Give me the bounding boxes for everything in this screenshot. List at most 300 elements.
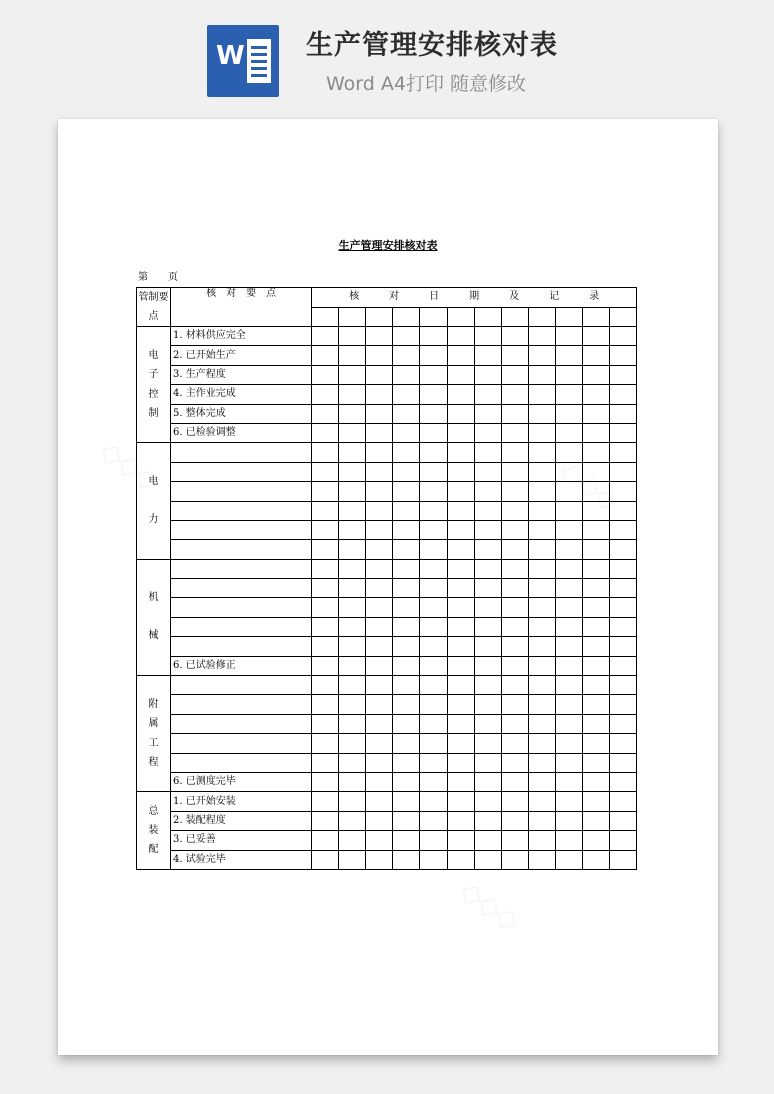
record-cell[interactable] <box>420 423 447 442</box>
record-cell[interactable] <box>366 772 393 791</box>
record-cell[interactable] <box>474 772 501 791</box>
record-cell[interactable] <box>366 559 393 578</box>
check-item-cell[interactable]: 4. 试验完毕 <box>171 850 312 869</box>
record-cell[interactable] <box>339 365 366 384</box>
record-cell[interactable] <box>609 734 636 753</box>
record-cell[interactable] <box>555 792 582 811</box>
record-cell[interactable] <box>528 831 555 850</box>
check-item-cell[interactable]: 2. 装配程度 <box>171 811 312 830</box>
record-cell[interactable] <box>420 385 447 404</box>
date-header-cell[interactable] <box>528 307 555 327</box>
check-item-cell[interactable] <box>171 559 312 578</box>
record-cell[interactable] <box>393 811 420 830</box>
date-header-cell[interactable] <box>420 307 447 327</box>
record-cell[interactable] <box>312 792 339 811</box>
record-cell[interactable] <box>501 598 528 617</box>
record-cell[interactable] <box>555 637 582 656</box>
record-cell[interactable] <box>555 734 582 753</box>
record-cell[interactable] <box>393 714 420 733</box>
record-cell[interactable] <box>555 617 582 636</box>
record-cell[interactable] <box>609 850 636 869</box>
record-cell[interactable] <box>555 423 582 442</box>
record-cell[interactable] <box>609 676 636 695</box>
record-cell[interactable] <box>555 695 582 714</box>
record-cell[interactable] <box>474 423 501 442</box>
record-cell[interactable] <box>555 850 582 869</box>
record-cell[interactable] <box>393 559 420 578</box>
record-cell[interactable] <box>474 443 501 462</box>
record-cell[interactable] <box>555 385 582 404</box>
record-cell[interactable] <box>474 811 501 830</box>
record-cell[interactable] <box>393 540 420 559</box>
record-cell[interactable] <box>501 346 528 365</box>
record-cell[interactable] <box>339 676 366 695</box>
record-cell[interactable] <box>582 617 609 636</box>
record-cell[interactable] <box>582 753 609 772</box>
record-cell[interactable] <box>339 559 366 578</box>
record-cell[interactable] <box>447 676 474 695</box>
record-cell[interactable] <box>420 792 447 811</box>
check-item-cell[interactable] <box>171 443 312 462</box>
record-cell[interactable] <box>528 579 555 598</box>
record-cell[interactable] <box>393 695 420 714</box>
date-header-cell[interactable] <box>474 307 501 327</box>
check-item-cell[interactable]: 3. 生产程度 <box>171 365 312 384</box>
record-cell[interactable] <box>501 772 528 791</box>
record-cell[interactable] <box>474 327 501 346</box>
date-header-cell[interactable] <box>582 307 609 327</box>
record-cell[interactable] <box>582 327 609 346</box>
record-cell[interactable] <box>312 772 339 791</box>
record-cell[interactable] <box>339 598 366 617</box>
record-cell[interactable] <box>582 676 609 695</box>
record-cell[interactable] <box>339 714 366 733</box>
record-cell[interactable] <box>339 404 366 423</box>
record-cell[interactable] <box>312 637 339 656</box>
record-cell[interactable] <box>447 443 474 462</box>
record-cell[interactable] <box>501 734 528 753</box>
record-cell[interactable] <box>393 617 420 636</box>
record-cell[interactable] <box>393 482 420 501</box>
record-cell[interactable] <box>420 540 447 559</box>
record-cell[interactable] <box>366 540 393 559</box>
record-cell[interactable] <box>501 462 528 481</box>
record-cell[interactable] <box>501 443 528 462</box>
date-header-cell[interactable] <box>312 307 339 327</box>
record-cell[interactable] <box>474 637 501 656</box>
record-cell[interactable] <box>609 346 636 365</box>
check-item-cell[interactable]: 4. 主作业完成 <box>171 385 312 404</box>
record-cell[interactable] <box>474 404 501 423</box>
record-cell[interactable] <box>339 423 366 442</box>
record-cell[interactable] <box>393 579 420 598</box>
record-cell[interactable] <box>420 327 447 346</box>
record-cell[interactable] <box>555 520 582 539</box>
record-cell[interactable] <box>339 772 366 791</box>
record-cell[interactable] <box>609 772 636 791</box>
record-cell[interactable] <box>366 753 393 772</box>
record-cell[interactable] <box>312 385 339 404</box>
record-cell[interactable] <box>609 385 636 404</box>
record-cell[interactable] <box>501 482 528 501</box>
record-cell[interactable] <box>366 462 393 481</box>
record-cell[interactable] <box>420 637 447 656</box>
record-cell[interactable] <box>447 753 474 772</box>
record-cell[interactable] <box>312 850 339 869</box>
record-cell[interactable] <box>366 327 393 346</box>
record-cell[interactable] <box>447 850 474 869</box>
check-item-cell[interactable] <box>171 520 312 539</box>
date-header-cell[interactable] <box>447 307 474 327</box>
record-cell[interactable] <box>528 714 555 733</box>
record-cell[interactable] <box>447 501 474 520</box>
record-cell[interactable] <box>528 734 555 753</box>
record-cell[interactable] <box>528 656 555 675</box>
record-cell[interactable] <box>555 831 582 850</box>
record-cell[interactable] <box>474 831 501 850</box>
date-header-cell[interactable] <box>366 307 393 327</box>
record-cell[interactable] <box>366 850 393 869</box>
check-item-cell[interactable] <box>171 676 312 695</box>
record-cell[interactable] <box>393 346 420 365</box>
record-cell[interactable] <box>420 676 447 695</box>
record-cell[interactable] <box>393 753 420 772</box>
record-cell[interactable] <box>555 501 582 520</box>
record-cell[interactable] <box>393 734 420 753</box>
record-cell[interactable] <box>312 579 339 598</box>
record-cell[interactable] <box>447 637 474 656</box>
record-cell[interactable] <box>393 404 420 423</box>
record-cell[interactable] <box>366 637 393 656</box>
record-cell[interactable] <box>366 423 393 442</box>
record-cell[interactable] <box>447 482 474 501</box>
record-cell[interactable] <box>609 637 636 656</box>
record-cell[interactable] <box>582 637 609 656</box>
record-cell[interactable] <box>312 327 339 346</box>
record-cell[interactable] <box>339 811 366 830</box>
check-item-cell[interactable] <box>171 598 312 617</box>
record-cell[interactable] <box>501 404 528 423</box>
record-cell[interactable] <box>339 501 366 520</box>
record-cell[interactable] <box>339 579 366 598</box>
record-cell[interactable] <box>528 811 555 830</box>
record-cell[interactable] <box>312 423 339 442</box>
record-cell[interactable] <box>609 656 636 675</box>
check-item-cell[interactable] <box>171 714 312 733</box>
check-item-cell[interactable] <box>171 695 312 714</box>
record-cell[interactable] <box>447 656 474 675</box>
record-cell[interactable] <box>501 656 528 675</box>
record-cell[interactable] <box>582 598 609 617</box>
record-cell[interactable] <box>312 617 339 636</box>
record-cell[interactable] <box>609 617 636 636</box>
record-cell[interactable] <box>339 482 366 501</box>
date-header-cell[interactable] <box>501 307 528 327</box>
check-item-cell[interactable]: 2. 已开始生产 <box>171 346 312 365</box>
record-cell[interactable] <box>447 540 474 559</box>
record-cell[interactable] <box>582 520 609 539</box>
record-cell[interactable] <box>339 792 366 811</box>
record-cell[interactable] <box>474 346 501 365</box>
record-cell[interactable] <box>555 579 582 598</box>
record-cell[interactable] <box>555 753 582 772</box>
record-cell[interactable] <box>312 443 339 462</box>
record-cell[interactable] <box>420 734 447 753</box>
record-cell[interactable] <box>312 695 339 714</box>
record-cell[interactable] <box>393 385 420 404</box>
record-cell[interactable] <box>339 520 366 539</box>
record-cell[interactable] <box>474 792 501 811</box>
record-cell[interactable] <box>474 482 501 501</box>
record-cell[interactable] <box>474 540 501 559</box>
record-cell[interactable] <box>312 831 339 850</box>
record-cell[interactable] <box>339 617 366 636</box>
record-cell[interactable] <box>528 695 555 714</box>
record-cell[interactable] <box>528 598 555 617</box>
record-cell[interactable] <box>474 617 501 636</box>
record-cell[interactable] <box>582 540 609 559</box>
record-cell[interactable] <box>582 443 609 462</box>
record-cell[interactable] <box>393 462 420 481</box>
record-cell[interactable] <box>609 714 636 733</box>
check-item-cell[interactable]: 1. 材料供应完全 <box>171 327 312 346</box>
record-cell[interactable] <box>339 540 366 559</box>
record-cell[interactable] <box>609 365 636 384</box>
record-cell[interactable] <box>501 520 528 539</box>
record-cell[interactable] <box>312 346 339 365</box>
record-cell[interactable] <box>420 365 447 384</box>
record-cell[interactable] <box>366 676 393 695</box>
record-cell[interactable] <box>366 714 393 733</box>
record-cell[interactable] <box>582 423 609 442</box>
record-cell[interactable] <box>474 598 501 617</box>
record-cell[interactable] <box>528 540 555 559</box>
record-cell[interactable] <box>474 501 501 520</box>
check-item-cell[interactable]: 6. 已测度完毕 <box>171 772 312 791</box>
record-cell[interactable] <box>474 656 501 675</box>
record-cell[interactable] <box>501 365 528 384</box>
record-cell[interactable] <box>420 598 447 617</box>
record-cell[interactable] <box>555 656 582 675</box>
record-cell[interactable] <box>366 656 393 675</box>
record-cell[interactable] <box>312 482 339 501</box>
record-cell[interactable] <box>420 501 447 520</box>
record-cell[interactable] <box>528 520 555 539</box>
record-cell[interactable] <box>393 423 420 442</box>
check-item-cell[interactable] <box>171 734 312 753</box>
record-cell[interactable] <box>609 811 636 830</box>
record-cell[interactable] <box>339 850 366 869</box>
record-cell[interactable] <box>528 501 555 520</box>
record-cell[interactable] <box>501 714 528 733</box>
record-cell[interactable] <box>609 598 636 617</box>
record-cell[interactable] <box>474 753 501 772</box>
record-cell[interactable] <box>312 559 339 578</box>
record-cell[interactable] <box>393 831 420 850</box>
record-cell[interactable] <box>420 346 447 365</box>
record-cell[interactable] <box>582 831 609 850</box>
record-cell[interactable] <box>366 695 393 714</box>
record-cell[interactable] <box>474 520 501 539</box>
record-cell[interactable] <box>474 714 501 733</box>
record-cell[interactable] <box>501 695 528 714</box>
record-cell[interactable] <box>339 831 366 850</box>
record-cell[interactable] <box>474 676 501 695</box>
record-cell[interactable] <box>366 579 393 598</box>
record-cell[interactable] <box>312 501 339 520</box>
record-cell[interactable] <box>501 385 528 404</box>
record-cell[interactable] <box>528 404 555 423</box>
record-cell[interactable] <box>420 617 447 636</box>
record-cell[interactable] <box>582 714 609 733</box>
record-cell[interactable] <box>582 850 609 869</box>
record-cell[interactable] <box>501 831 528 850</box>
record-cell[interactable] <box>474 850 501 869</box>
record-cell[interactable] <box>420 714 447 733</box>
check-item-cell[interactable] <box>171 462 312 481</box>
record-cell[interactable] <box>366 598 393 617</box>
record-cell[interactable] <box>555 540 582 559</box>
record-cell[interactable] <box>501 540 528 559</box>
record-cell[interactable] <box>609 404 636 423</box>
record-cell[interactable] <box>609 579 636 598</box>
date-header-cell[interactable] <box>609 307 636 327</box>
record-cell[interactable] <box>555 559 582 578</box>
record-cell[interactable] <box>366 404 393 423</box>
record-cell[interactable] <box>447 695 474 714</box>
record-cell[interactable] <box>339 695 366 714</box>
check-item-cell[interactable] <box>171 753 312 772</box>
record-cell[interactable] <box>420 443 447 462</box>
record-cell[interactable] <box>474 385 501 404</box>
record-cell[interactable] <box>447 579 474 598</box>
record-cell[interactable] <box>474 695 501 714</box>
record-cell[interactable] <box>420 656 447 675</box>
record-cell[interactable] <box>528 385 555 404</box>
record-cell[interactable] <box>501 617 528 636</box>
record-cell[interactable] <box>501 637 528 656</box>
record-cell[interactable] <box>339 753 366 772</box>
record-cell[interactable] <box>528 617 555 636</box>
record-cell[interactable] <box>501 501 528 520</box>
record-cell[interactable] <box>609 753 636 772</box>
record-cell[interactable] <box>447 559 474 578</box>
record-cell[interactable] <box>447 365 474 384</box>
record-cell[interactable] <box>609 540 636 559</box>
record-cell[interactable] <box>312 520 339 539</box>
record-cell[interactable] <box>582 579 609 598</box>
record-cell[interactable] <box>447 831 474 850</box>
record-cell[interactable] <box>339 637 366 656</box>
record-cell[interactable] <box>393 327 420 346</box>
record-cell[interactable] <box>366 501 393 520</box>
record-cell[interactable] <box>528 676 555 695</box>
check-item-cell[interactable]: 3. 已妥善 <box>171 831 312 850</box>
record-cell[interactable] <box>501 579 528 598</box>
record-cell[interactable] <box>447 327 474 346</box>
record-cell[interactable] <box>528 850 555 869</box>
record-cell[interactable] <box>501 327 528 346</box>
record-cell[interactable] <box>366 792 393 811</box>
record-cell[interactable] <box>447 423 474 442</box>
record-cell[interactable] <box>609 520 636 539</box>
record-cell[interactable] <box>582 811 609 830</box>
record-cell[interactable] <box>393 792 420 811</box>
record-cell[interactable] <box>555 811 582 830</box>
record-cell[interactable] <box>312 734 339 753</box>
record-cell[interactable] <box>447 462 474 481</box>
record-cell[interactable] <box>447 598 474 617</box>
record-cell[interactable] <box>312 714 339 733</box>
record-cell[interactable] <box>393 501 420 520</box>
record-cell[interactable] <box>555 365 582 384</box>
record-cell[interactable] <box>582 734 609 753</box>
record-cell[interactable] <box>366 365 393 384</box>
record-cell[interactable] <box>582 346 609 365</box>
check-item-cell[interactable] <box>171 482 312 501</box>
record-cell[interactable] <box>339 734 366 753</box>
record-cell[interactable] <box>582 404 609 423</box>
record-cell[interactable] <box>447 617 474 636</box>
check-item-cell[interactable] <box>171 579 312 598</box>
record-cell[interactable] <box>474 365 501 384</box>
record-cell[interactable] <box>393 520 420 539</box>
record-cell[interactable] <box>582 792 609 811</box>
record-cell[interactable] <box>528 327 555 346</box>
check-item-cell[interactable]: 6. 已试验修正 <box>171 656 312 675</box>
record-cell[interactable] <box>312 365 339 384</box>
record-cell[interactable] <box>420 559 447 578</box>
record-cell[interactable] <box>366 385 393 404</box>
record-cell[interactable] <box>312 811 339 830</box>
check-item-cell[interactable] <box>171 501 312 520</box>
record-cell[interactable] <box>339 385 366 404</box>
record-cell[interactable] <box>312 462 339 481</box>
record-cell[interactable] <box>420 850 447 869</box>
record-cell[interactable] <box>528 772 555 791</box>
record-cell[interactable] <box>501 850 528 869</box>
record-cell[interactable] <box>582 656 609 675</box>
record-cell[interactable] <box>609 423 636 442</box>
record-cell[interactable] <box>393 637 420 656</box>
record-cell[interactable] <box>312 676 339 695</box>
record-cell[interactable] <box>366 734 393 753</box>
record-cell[interactable] <box>474 559 501 578</box>
record-cell[interactable] <box>393 598 420 617</box>
record-cell[interactable] <box>393 850 420 869</box>
record-cell[interactable] <box>393 656 420 675</box>
record-cell[interactable] <box>420 831 447 850</box>
date-header-cell[interactable] <box>555 307 582 327</box>
record-cell[interactable] <box>393 443 420 462</box>
record-cell[interactable] <box>501 753 528 772</box>
record-cell[interactable] <box>420 811 447 830</box>
record-cell[interactable] <box>420 482 447 501</box>
record-cell[interactable] <box>393 772 420 791</box>
record-cell[interactable] <box>582 385 609 404</box>
record-cell[interactable] <box>312 598 339 617</box>
record-cell[interactable] <box>312 656 339 675</box>
check-item-cell[interactable] <box>171 637 312 656</box>
record-cell[interactable] <box>528 423 555 442</box>
record-cell[interactable] <box>555 772 582 791</box>
check-item-cell[interactable]: 6. 已检验调整 <box>171 423 312 442</box>
record-cell[interactable] <box>555 714 582 733</box>
record-cell[interactable] <box>501 811 528 830</box>
record-cell[interactable] <box>339 346 366 365</box>
record-cell[interactable] <box>501 676 528 695</box>
record-cell[interactable] <box>447 404 474 423</box>
